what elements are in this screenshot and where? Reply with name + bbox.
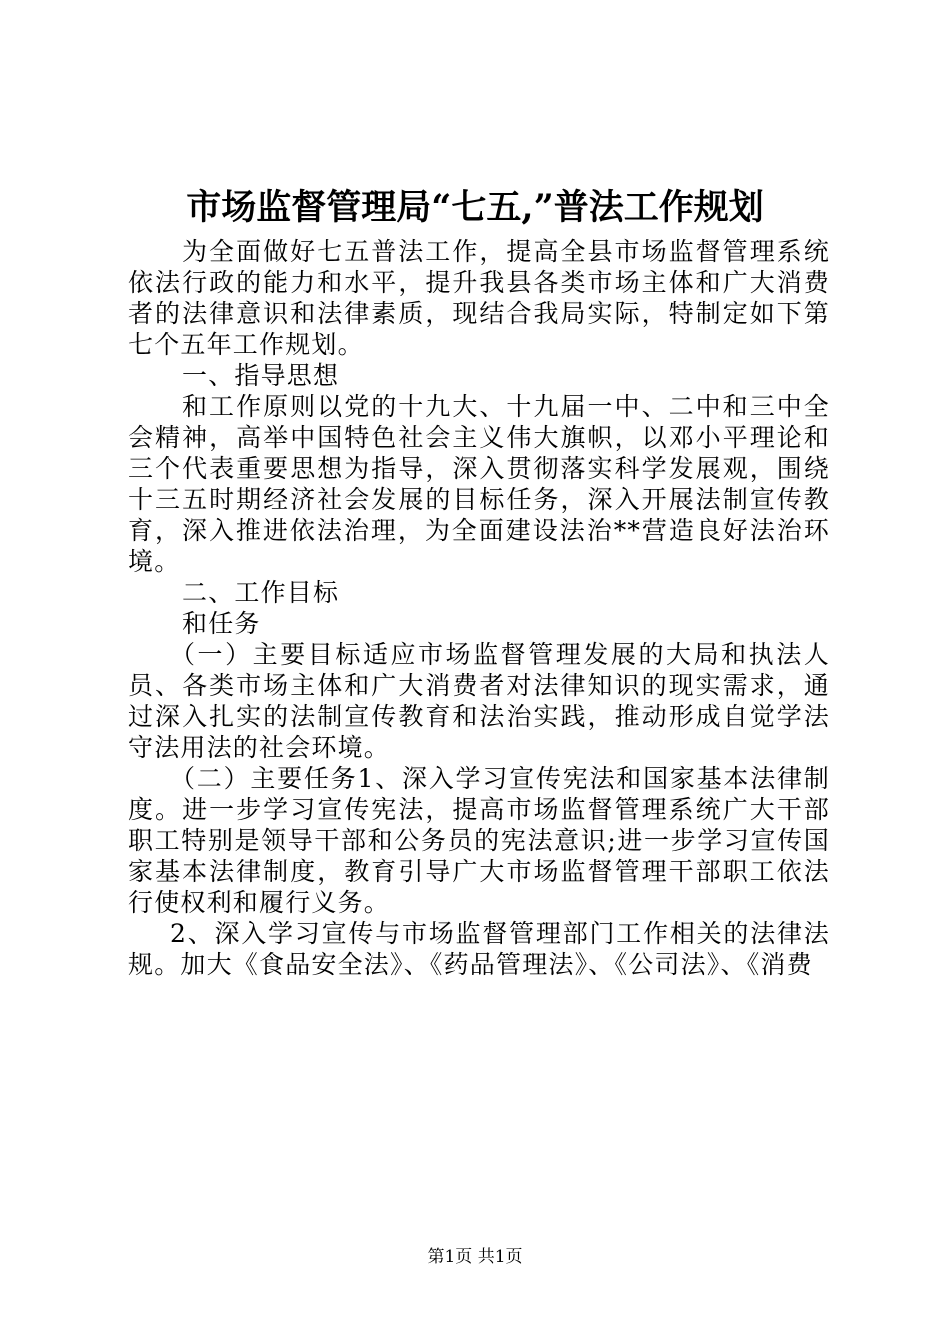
section-heading-guiding-ideology: 一、指导思想 (182, 361, 340, 390)
main-goals-paragraph: （一）主要目标适应市场监督管理发展的大局和执法人员、各类市场主体和广大消费者对法律知识的现实需求，通过深入扎实的法制宣传教育和法治实践，推动形成自觉学法守法用法的社会环境。 (128, 640, 830, 762)
document-body (128, 236, 830, 980)
main-tasks-paragraph: （二）主要任务1、深入学习宣传宪法和国家基本法律制度。进一步学习宣传宪法，提高市场监督管理系统广大干部职工特别是领导干部和公务员的宪法意识;进一步学习宣传国家基本法律制度，教育引导广大市场监督管理干部职工依法行使权利和履行义务。 (128, 764, 830, 917)
intro-paragraph: 为全面做好七五普法工作，提高全县市场监督管理系统依法行政的能力和水平，提升我县各类市场主体和广大消费者的法律意识和法律素质，现结合我局实际，特制定如下第七个五年工作规划。 (128, 237, 830, 359)
laws-paragraph: 2、深入学习宣传与市场监督管理部门工作相关的法律法规。加大《食品安全法》、《药品管理法》、《公司法》、《消费 (128, 919, 830, 979)
page-footer: 第1页 共1页 (427, 1247, 523, 1267)
guiding-ideology-paragraph: 和工作原则以党的十九大、十九届一中、二中和三中全会精神，高举中国特色社会主义伟大旗帜，以邓小平理论和三个代表重要思想为指导，深入贯彻落实科学发展观，围绕十三五时期经济社会发展的目标任务，深入开展法制宣传教育，深入推进依法治理，为全面建设法治**营造良好法治环境。 (128, 392, 830, 576)
document-title: 市场监督管理局“七五,”普法工作规划 (186, 187, 764, 228)
section-heading-tasks: 和任务 (182, 609, 261, 638)
section-heading-work-goals: 二、工作目标 (182, 578, 340, 607)
